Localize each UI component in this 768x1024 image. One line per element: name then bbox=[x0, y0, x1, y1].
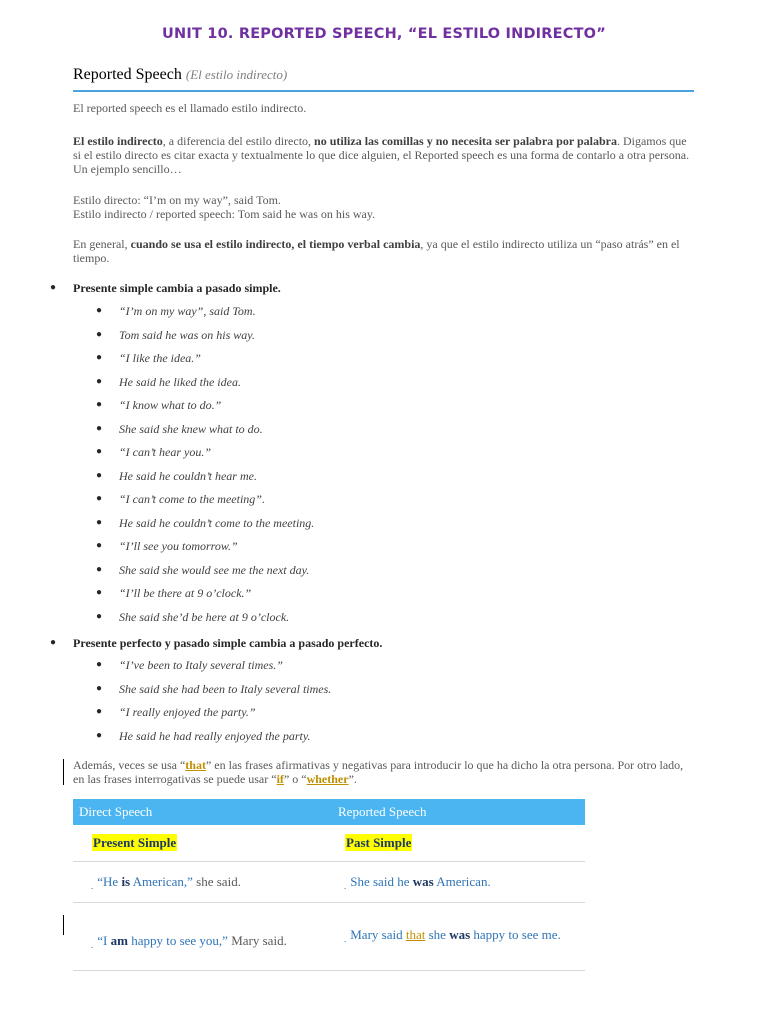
reported-example-cell bbox=[332, 862, 585, 903]
bullet-dot: ● bbox=[96, 422, 103, 434]
bullet-dot: ● bbox=[96, 516, 103, 528]
text-run: Mary said bbox=[350, 926, 406, 942]
table-row bbox=[73, 825, 585, 862]
list-item: She said she’d be here at 9 o’clock. bbox=[119, 609, 290, 624]
bullet-dot: ● bbox=[96, 563, 103, 575]
page-title: UNIT 10. REPORTED SPEECH, “EL ESTILO INDIRECTO” bbox=[162, 26, 606, 42]
tense-past-simple: Past Simple bbox=[346, 835, 412, 850]
general-paragraph bbox=[73, 237, 697, 265]
text-run: American,” bbox=[130, 873, 197, 889]
bullet-dot: ● bbox=[96, 446, 103, 457]
list-item: He said he couldn’t hear me. bbox=[119, 468, 257, 483]
list-item: “I like the idea.” bbox=[119, 351, 201, 365]
verb-was: was bbox=[449, 926, 471, 942]
small-mark: . bbox=[344, 933, 347, 944]
bullet-dot: ● bbox=[96, 610, 103, 622]
text-run: “He bbox=[97, 873, 122, 889]
small-mark: . bbox=[344, 880, 347, 891]
bullet-dot: ● bbox=[96, 328, 103, 340]
bullet-dot: ● bbox=[96, 493, 103, 504]
table-header-row bbox=[73, 799, 585, 825]
bullet-dot: ● bbox=[96, 540, 103, 551]
text-run: she bbox=[425, 926, 450, 942]
bullet-dot: ● bbox=[96, 375, 103, 387]
bold-phrase: cuando se usa el estilo indirecto, el tiempo verbal cambia bbox=[130, 237, 421, 251]
section-title: Reported Speech bbox=[73, 66, 182, 83]
tense-cell bbox=[332, 825, 585, 862]
tense-cell bbox=[73, 825, 332, 862]
bullet-dot: ● bbox=[96, 729, 103, 741]
text-run: ” o “ bbox=[283, 772, 307, 786]
list-item: “I can’t come to the meeting”. bbox=[119, 492, 265, 506]
list-item: “I’ll see you tomorrow.” bbox=[119, 539, 238, 553]
text-run: She said he bbox=[350, 873, 413, 889]
text-run: American. bbox=[433, 873, 491, 889]
list-item: She said she knew what to do. bbox=[119, 421, 263, 436]
list-item: He said he had really enjoyed the party. bbox=[119, 728, 311, 743]
section-heading bbox=[73, 66, 694, 92]
text-run: ”. bbox=[348, 772, 357, 786]
text-run: happy to see me. bbox=[470, 926, 561, 942]
text-run: she said. bbox=[196, 873, 241, 889]
text-run: ” en las frases afirmativas y negativas para introducir lo que ha dicho la otra persona. Por otro lado, en las frases interrogativas se puede usar “ bbox=[73, 758, 684, 786]
that-word: that bbox=[185, 758, 206, 772]
verb-am: am bbox=[110, 933, 128, 948]
bold-phrase: no utiliza las comillas y no necesita ser palabra por palabra bbox=[314, 134, 617, 148]
verb-was: was bbox=[412, 873, 434, 889]
if-word: if bbox=[276, 772, 284, 786]
table-row bbox=[73, 903, 585, 971]
whether-word: whether bbox=[306, 772, 349, 786]
that-if-paragraph bbox=[73, 758, 697, 786]
header-direct-speech: Direct Speech bbox=[73, 799, 332, 825]
list-item: “I’m on my way”, said Tom. bbox=[119, 304, 256, 318]
definition-paragraph bbox=[73, 134, 697, 176]
text-cursor-marker bbox=[63, 759, 64, 785]
header-reported-speech: Reported Speech bbox=[332, 799, 585, 825]
tense-present-simple: Present Simple bbox=[93, 835, 177, 850]
list-item: He said he couldn’t come to the meeting. bbox=[119, 515, 315, 530]
list-item: “I can’t hear you.” bbox=[119, 445, 211, 459]
table-row bbox=[73, 862, 585, 903]
bullet-dot: ● bbox=[96, 659, 103, 670]
that-word: that bbox=[405, 926, 426, 942]
text-run: happy to see you,” bbox=[127, 933, 232, 948]
small-mark: . bbox=[91, 940, 94, 950]
list-item: “I really enjoyed the party.” bbox=[119, 705, 256, 719]
list-item: He said he liked the idea. bbox=[119, 374, 241, 389]
bullet-dot: ● bbox=[50, 282, 57, 293]
rule-presente-perfecto: Presente perfecto y pasado simple cambia a pasado perfecto. bbox=[73, 636, 383, 650]
example-direct: Estilo directo: “I’m on my way”, said Tom. bbox=[73, 193, 281, 207]
bullet-dot: ● bbox=[50, 637, 57, 648]
section-subtitle: (El estilo indirecto) bbox=[185, 67, 288, 82]
list-item: “I’ll be there at 9 o’clock.” bbox=[119, 586, 252, 600]
direct-example-cell bbox=[73, 862, 332, 903]
speech-table bbox=[73, 799, 585, 971]
small-mark: . bbox=[91, 880, 94, 891]
bullet-dot: ● bbox=[96, 305, 103, 316]
bold-term: El estilo indirecto bbox=[73, 134, 163, 148]
list-item: Tom said he was on his way. bbox=[119, 327, 255, 342]
direct-example-cell bbox=[73, 903, 332, 971]
text-run: , ya que el estilo indirecto utiliza un “paso atrás” en el tiempo. bbox=[73, 237, 680, 265]
text-run: En general, bbox=[73, 237, 131, 251]
bullet-dot: ● bbox=[96, 399, 103, 410]
reported-example-cell bbox=[332, 903, 585, 971]
intro-paragraph: El reported speech es el llamado estilo indirecto. bbox=[73, 101, 307, 115]
text-run: . Digamos que si el estilo directo es citar exacta y textualmente lo que dice alguien, el Reported speech es una forma de contarlo a otra persona. Un ejemplo sencillo… bbox=[73, 134, 690, 176]
text-run: , a diferencia del estilo directo, bbox=[162, 134, 315, 148]
bullet-dot: ● bbox=[96, 706, 103, 717]
bullet-dot: ● bbox=[96, 682, 103, 694]
bullet-dot: ● bbox=[96, 352, 103, 363]
rule-presente-simple: Presente simple cambia a pasado simple. bbox=[73, 281, 281, 295]
bullet-dot: ● bbox=[96, 587, 103, 598]
list-item: “I’ve been to Italy several times.” bbox=[119, 658, 283, 672]
bullet-dot: ● bbox=[96, 469, 103, 481]
list-item: She said she would see me the next day. bbox=[119, 562, 310, 577]
list-item: “I know what to do.” bbox=[119, 398, 222, 412]
text-run: Además, veces se usa “ bbox=[73, 758, 186, 772]
example-indirect: Estilo indirecto / reported speech: Tom said he was on his way. bbox=[73, 207, 376, 221]
text-cursor-marker bbox=[63, 915, 64, 935]
verb-is: is bbox=[121, 873, 131, 889]
list-item: She said she had been to Italy several times. bbox=[119, 681, 332, 696]
text-run: Mary said. bbox=[231, 933, 287, 948]
text-run: “I bbox=[97, 933, 111, 948]
